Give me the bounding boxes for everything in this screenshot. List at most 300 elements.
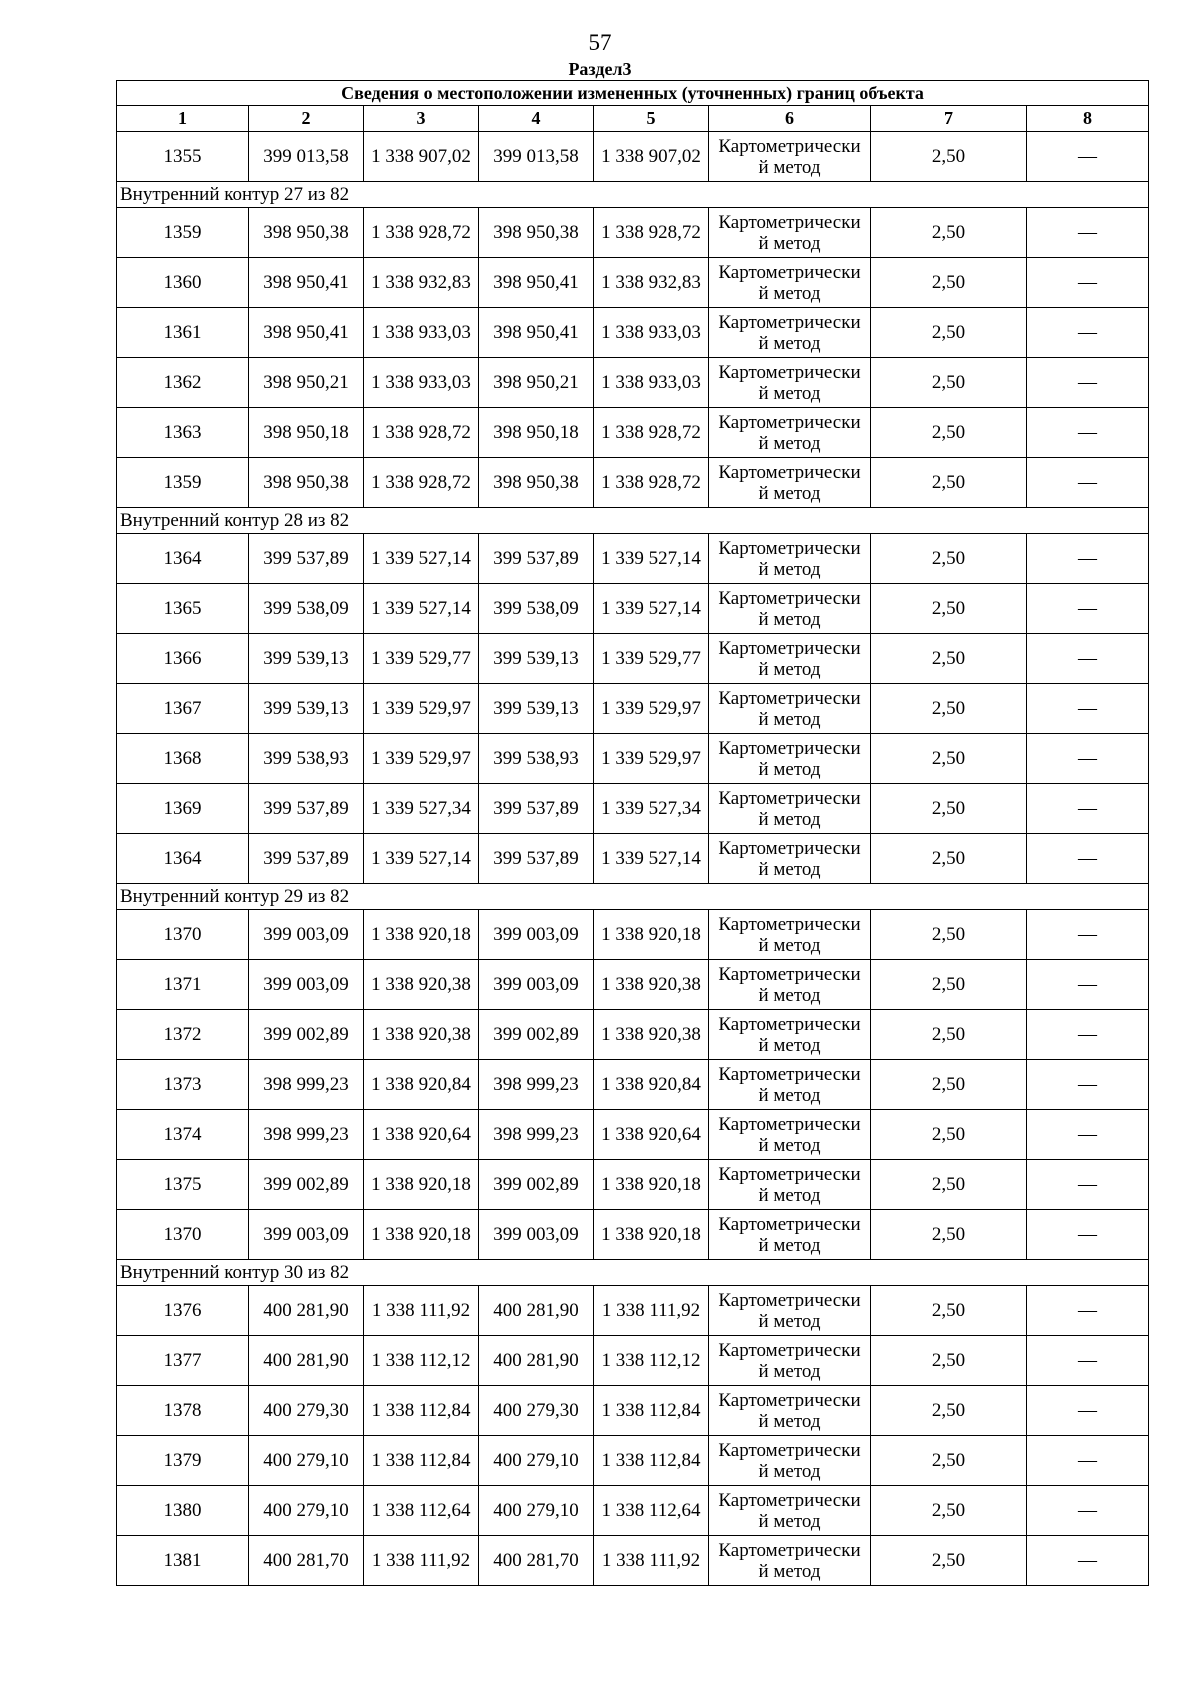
method-text-line1: Картометрически: [718, 737, 861, 759]
method-cell: [709, 1336, 871, 1386]
method-text-line2: й метод: [758, 708, 821, 730]
table-row: [117, 1286, 1149, 1336]
coord-x-new-cell: 399 002,89: [479, 1160, 594, 1210]
coord-y-new-cell: 1 339 527,14: [594, 534, 709, 584]
coord-y-old-cell: 1 338 920,84: [364, 1060, 479, 1110]
description-cell: —: [1027, 684, 1149, 734]
coord-x-old-cell: 398 950,21: [249, 358, 364, 408]
method-cell: [709, 684, 871, 734]
coord-y-old-cell: 1 339 529,77: [364, 634, 479, 684]
coord-x-old-cell: 399 003,09: [249, 1210, 364, 1260]
coord-x-new-cell: 398 950,41: [479, 308, 594, 358]
point-number-cell: 1370: [117, 1210, 249, 1260]
accuracy-cell: 2,50: [871, 1436, 1027, 1486]
point-number-cell: 1374: [117, 1110, 249, 1160]
point-number-cell: 1364: [117, 834, 249, 884]
coord-x-new-cell: 399 538,09: [479, 584, 594, 634]
table-row: [117, 1160, 1149, 1210]
coord-x-old-cell: 399 538,09: [249, 584, 364, 634]
table-row: [117, 258, 1149, 308]
table-row: [117, 308, 1149, 358]
accuracy-cell: 2,50: [871, 1110, 1027, 1160]
method-text-line2: й метод: [758, 1184, 821, 1206]
coord-x-old-cell: 398 950,38: [249, 208, 364, 258]
description-cell: —: [1027, 734, 1149, 784]
accuracy-cell: 2,50: [871, 1336, 1027, 1386]
description-cell: —: [1027, 584, 1149, 634]
coord-x-old-cell: 399 013,58: [249, 132, 364, 182]
method-cell: [709, 358, 871, 408]
coord-y-old-cell: 1 338 112,12: [364, 1336, 479, 1386]
method-text-line1: Картометрически: [718, 637, 861, 659]
method-cell: [709, 834, 871, 884]
method-text-line2: й метод: [758, 558, 821, 580]
method-cell: [709, 1486, 871, 1536]
contour-label: Внутренний контур 29 из 82: [117, 884, 1149, 910]
coord-x-old-cell: 400 279,10: [249, 1436, 364, 1486]
coord-y-new-cell: 1 339 527,14: [594, 584, 709, 634]
coord-x-new-cell: 398 950,18: [479, 408, 594, 458]
accuracy-cell: 2,50: [871, 910, 1027, 960]
column-header: 5: [594, 106, 709, 132]
coord-y-new-cell: 1 338 920,38: [594, 960, 709, 1010]
table-row: [117, 1060, 1149, 1110]
table-row: [117, 1110, 1149, 1160]
method-text-line1: Картометрически: [718, 1113, 861, 1135]
accuracy-cell: 2,50: [871, 734, 1027, 784]
accuracy-cell: 2,50: [871, 258, 1027, 308]
method-text-line2: й метод: [758, 658, 821, 680]
coord-y-new-cell: 1 339 527,14: [594, 834, 709, 884]
coord-x-new-cell: 399 538,93: [479, 734, 594, 784]
table-row: [117, 634, 1149, 684]
method-text-line2: й метод: [758, 808, 821, 830]
table-row: [117, 1536, 1149, 1586]
method-cell: [709, 258, 871, 308]
description-cell: —: [1027, 1386, 1149, 1436]
method-text-line2: й метод: [758, 934, 821, 956]
coord-x-new-cell: 399 003,09: [479, 960, 594, 1010]
accuracy-cell: 2,50: [871, 208, 1027, 258]
coord-x-new-cell: 398 950,21: [479, 358, 594, 408]
coord-y-old-cell: 1 339 527,14: [364, 584, 479, 634]
table-row: [117, 1010, 1149, 1060]
accuracy-cell: 2,50: [871, 408, 1027, 458]
method-text-line1: Картометрически: [718, 1539, 861, 1561]
coord-x-new-cell: 399 003,09: [479, 1210, 594, 1260]
description-cell: —: [1027, 784, 1149, 834]
coord-y-old-cell: 1 338 920,38: [364, 1010, 479, 1060]
coord-y-new-cell: 1 338 112,84: [594, 1436, 709, 1486]
table-row: [117, 584, 1149, 634]
coordinates-table: [116, 80, 1149, 1586]
point-number-cell: 1367: [117, 684, 249, 734]
coord-x-old-cell: 398 999,23: [249, 1110, 364, 1160]
point-number-cell: 1377: [117, 1336, 249, 1386]
coord-y-new-cell: 1 339 529,97: [594, 734, 709, 784]
coord-y-new-cell: 1 339 527,34: [594, 784, 709, 834]
method-cell: [709, 534, 871, 584]
method-text-line2: й метод: [758, 1360, 821, 1382]
point-number-cell: 1370: [117, 910, 249, 960]
coord-y-old-cell: 1 338 907,02: [364, 132, 479, 182]
description-cell: —: [1027, 1110, 1149, 1160]
method-text-line1: Картометрически: [718, 787, 861, 809]
method-text-line1: Картометрически: [718, 963, 861, 985]
method-cell: [709, 1060, 871, 1110]
coord-y-old-cell: 1 338 928,72: [364, 208, 479, 258]
table-row: [117, 784, 1149, 834]
description-cell: —: [1027, 1536, 1149, 1586]
accuracy-cell: 2,50: [871, 132, 1027, 182]
coord-y-new-cell: 1 338 111,92: [594, 1286, 709, 1336]
point-number-cell: 1379: [117, 1436, 249, 1486]
accuracy-cell: 2,50: [871, 1160, 1027, 1210]
coord-x-old-cell: 398 950,18: [249, 408, 364, 458]
accuracy-cell: 2,50: [871, 1060, 1027, 1110]
column-header: 1: [117, 106, 249, 132]
method-text-line2: й метод: [758, 156, 821, 178]
method-text-line1: Картометрически: [718, 1489, 861, 1511]
column-header: 2: [249, 106, 364, 132]
coord-y-new-cell: 1 339 529,97: [594, 684, 709, 734]
coord-y-old-cell: 1 339 527,34: [364, 784, 479, 834]
coord-x-new-cell: 398 950,41: [479, 258, 594, 308]
coord-y-old-cell: 1 338 928,72: [364, 458, 479, 508]
method-cell: [709, 1386, 871, 1436]
method-text-line2: й метод: [758, 1410, 821, 1432]
coord-x-new-cell: 400 279,10: [479, 1436, 594, 1486]
table-row: [117, 408, 1149, 458]
method-cell: [709, 1286, 871, 1336]
point-number-cell: 1363: [117, 408, 249, 458]
coord-y-new-cell: 1 339 529,77: [594, 634, 709, 684]
coord-x-old-cell: 399 537,89: [249, 834, 364, 884]
accuracy-cell: 2,50: [871, 1210, 1027, 1260]
coord-y-new-cell: 1 338 920,84: [594, 1060, 709, 1110]
method-cell: [709, 1436, 871, 1486]
table-row: [117, 208, 1149, 258]
accuracy-cell: 2,50: [871, 784, 1027, 834]
table-title: Сведения о местоположении измененных (уточненных) границ объекта: [117, 81, 1149, 106]
description-cell: —: [1027, 960, 1149, 1010]
coord-x-old-cell: 398 950,41: [249, 308, 364, 358]
page-number: 57: [588, 30, 612, 55]
accuracy-cell: 2,50: [871, 1286, 1027, 1336]
description-cell: —: [1027, 1210, 1149, 1260]
method-text-line2: й метод: [758, 1034, 821, 1056]
method-cell: [709, 584, 871, 634]
coord-y-old-cell: 1 338 928,72: [364, 408, 479, 458]
description-cell: —: [1027, 1160, 1149, 1210]
coord-y-new-cell: 1 338 928,72: [594, 408, 709, 458]
method-text-line2: й метод: [758, 282, 821, 304]
coord-x-old-cell: 399 002,89: [249, 1010, 364, 1060]
coord-y-new-cell: 1 338 920,64: [594, 1110, 709, 1160]
coord-x-new-cell: 398 950,38: [479, 458, 594, 508]
table-row: [117, 910, 1149, 960]
coord-x-old-cell: 398 950,41: [249, 258, 364, 308]
method-text-line1: Картометрически: [718, 135, 861, 157]
description-cell: —: [1027, 458, 1149, 508]
point-number-cell: 1375: [117, 1160, 249, 1210]
contour-label: Внутренний контур 30 из 82: [117, 1260, 1149, 1286]
method-text-line1: Картометрически: [718, 261, 861, 283]
table-row: [117, 734, 1149, 784]
method-cell: [709, 734, 871, 784]
table-row: [117, 1210, 1149, 1260]
coord-y-old-cell: 1 338 920,18: [364, 1160, 479, 1210]
point-number-cell: 1373: [117, 1060, 249, 1110]
accuracy-cell: 2,50: [871, 1486, 1027, 1536]
coord-x-old-cell: 399 003,09: [249, 910, 364, 960]
contour-header-row: [117, 182, 1149, 208]
method-text-line1: Картометрически: [718, 1213, 861, 1235]
description-cell: —: [1027, 308, 1149, 358]
coord-y-new-cell: 1 338 928,72: [594, 208, 709, 258]
point-number-cell: 1376: [117, 1286, 249, 1336]
coord-y-old-cell: 1 339 527,14: [364, 534, 479, 584]
description-cell: —: [1027, 634, 1149, 684]
coord-y-old-cell: 1 338 920,38: [364, 960, 479, 1010]
description-cell: —: [1027, 1010, 1149, 1060]
coord-y-old-cell: 1 339 529,97: [364, 684, 479, 734]
method-cell: [709, 960, 871, 1010]
point-number-cell: 1359: [117, 458, 249, 508]
coord-x-new-cell: 400 281,90: [479, 1336, 594, 1386]
coord-y-new-cell: 1 338 112,84: [594, 1386, 709, 1436]
method-cell: [709, 408, 871, 458]
coord-x-new-cell: 398 999,23: [479, 1060, 594, 1110]
point-number-cell: 1378: [117, 1386, 249, 1436]
point-number-cell: 1366: [117, 634, 249, 684]
method-text-line2: й метод: [758, 432, 821, 454]
coord-y-new-cell: 1 338 928,72: [594, 458, 709, 508]
table-row: [117, 1436, 1149, 1486]
method-text-line1: Картометрически: [718, 1013, 861, 1035]
coord-x-new-cell: 398 950,38: [479, 208, 594, 258]
method-text-line1: Картометрически: [718, 1389, 861, 1411]
contour-header-row: [117, 884, 1149, 910]
coord-x-old-cell: 400 279,30: [249, 1386, 364, 1436]
point-number-cell: 1355: [117, 132, 249, 182]
method-text-line2: й метод: [758, 758, 821, 780]
method-text-line2: й метод: [758, 232, 821, 254]
contour-label: Внутренний контур 27 из 82: [117, 182, 1149, 208]
coord-x-new-cell: 399 537,89: [479, 784, 594, 834]
description-cell: —: [1027, 910, 1149, 960]
method-text-line2: й метод: [758, 984, 821, 1006]
coord-y-old-cell: 1 338 112,64: [364, 1486, 479, 1536]
method-text-line1: Картометрически: [718, 411, 861, 433]
coord-x-new-cell: 400 281,70: [479, 1536, 594, 1586]
method-text-line1: Картометрически: [718, 1339, 861, 1361]
table-row: [117, 1486, 1149, 1536]
coord-x-old-cell: 400 281,70: [249, 1536, 364, 1586]
method-text-line1: Картометрически: [718, 837, 861, 859]
method-text-line2: й метод: [758, 1310, 821, 1332]
coord-y-new-cell: 1 338 907,02: [594, 132, 709, 182]
method-cell: [709, 308, 871, 358]
point-number-cell: 1360: [117, 258, 249, 308]
description-cell: —: [1027, 208, 1149, 258]
table-row: [117, 684, 1149, 734]
coord-x-new-cell: 400 279,30: [479, 1386, 594, 1436]
coord-y-old-cell: 1 338 920,18: [364, 910, 479, 960]
accuracy-cell: 2,50: [871, 584, 1027, 634]
coord-y-old-cell: 1 338 112,84: [364, 1386, 479, 1436]
column-header: 8: [1027, 106, 1149, 132]
point-number-cell: 1369: [117, 784, 249, 834]
coord-x-old-cell: 399 537,89: [249, 784, 364, 834]
method-cell: [709, 1010, 871, 1060]
coord-x-new-cell: 399 537,89: [479, 534, 594, 584]
method-text-line2: й метод: [758, 332, 821, 354]
description-cell: —: [1027, 1436, 1149, 1486]
coord-x-old-cell: 399 003,09: [249, 960, 364, 1010]
coord-y-old-cell: 1 338 111,92: [364, 1536, 479, 1586]
method-cell: [709, 910, 871, 960]
coord-y-new-cell: 1 338 112,64: [594, 1486, 709, 1536]
column-header: 4: [479, 106, 594, 132]
table-row: [117, 358, 1149, 408]
contour-label: Внутренний контур 28 из 82: [117, 508, 1149, 534]
method-text-line2: й метод: [758, 1134, 821, 1156]
coord-x-old-cell: 399 539,13: [249, 634, 364, 684]
point-number-cell: 1359: [117, 208, 249, 258]
coord-y-old-cell: 1 338 112,84: [364, 1436, 479, 1486]
description-cell: —: [1027, 358, 1149, 408]
coord-x-new-cell: 399 002,89: [479, 1010, 594, 1060]
method-text-line1: Картометрически: [718, 587, 861, 609]
contour-header-row: [117, 508, 1149, 534]
method-cell: [709, 784, 871, 834]
method-text-line2: й метод: [758, 608, 821, 630]
contour-header-row: [117, 1260, 1149, 1286]
description-cell: —: [1027, 534, 1149, 584]
point-number-cell: 1361: [117, 308, 249, 358]
method-text-line1: Картометрически: [718, 1163, 861, 1185]
coord-y-new-cell: 1 338 920,18: [594, 910, 709, 960]
accuracy-cell: 2,50: [871, 634, 1027, 684]
coord-y-new-cell: 1 338 932,83: [594, 258, 709, 308]
method-cell: [709, 1536, 871, 1586]
method-cell: [709, 132, 871, 182]
coord-y-new-cell: 1 338 933,03: [594, 308, 709, 358]
table-row: [117, 1336, 1149, 1386]
method-cell: [709, 1160, 871, 1210]
description-cell: —: [1027, 1060, 1149, 1110]
method-text-line2: й метод: [758, 1234, 821, 1256]
accuracy-cell: 2,50: [871, 834, 1027, 884]
column-header-row: [117, 106, 1149, 132]
table-row: [117, 834, 1149, 884]
method-text-line2: й метод: [758, 382, 821, 404]
method-cell: [709, 1210, 871, 1260]
description-cell: —: [1027, 132, 1149, 182]
coord-x-old-cell: 398 950,38: [249, 458, 364, 508]
coord-x-new-cell: 400 281,90: [479, 1286, 594, 1336]
accuracy-cell: 2,50: [871, 960, 1027, 1010]
coord-x-new-cell: 399 539,13: [479, 684, 594, 734]
coord-y-old-cell: 1 338 920,18: [364, 1210, 479, 1260]
coord-y-new-cell: 1 338 112,12: [594, 1336, 709, 1386]
accuracy-cell: 2,50: [871, 458, 1027, 508]
table-body: [117, 132, 1149, 1586]
point-number-cell: 1372: [117, 1010, 249, 1060]
description-cell: —: [1027, 408, 1149, 458]
method-text-line1: Картометрически: [718, 361, 861, 383]
accuracy-cell: 2,50: [871, 358, 1027, 408]
coord-x-old-cell: 399 539,13: [249, 684, 364, 734]
method-text-line2: й метод: [758, 858, 821, 880]
coord-x-old-cell: 400 281,90: [249, 1286, 364, 1336]
table-row: [117, 132, 1149, 182]
section-label: Раздел3: [568, 59, 632, 79]
method-text-line1: Картометрически: [718, 1439, 861, 1461]
coord-x-new-cell: 399 537,89: [479, 834, 594, 884]
method-cell: [709, 1110, 871, 1160]
coord-y-new-cell: 1 338 920,18: [594, 1210, 709, 1260]
method-text-line1: Картометрически: [718, 1063, 861, 1085]
description-cell: —: [1027, 1286, 1149, 1336]
point-number-cell: 1368: [117, 734, 249, 784]
point-number-cell: 1371: [117, 960, 249, 1010]
point-number-cell: 1364: [117, 534, 249, 584]
point-number-cell: 1365: [117, 584, 249, 634]
table-row: [117, 960, 1149, 1010]
accuracy-cell: 2,50: [871, 1386, 1027, 1436]
method-text-line1: Картометрически: [718, 461, 861, 483]
coord-x-old-cell: 400 279,10: [249, 1486, 364, 1536]
coord-y-new-cell: 1 338 933,03: [594, 358, 709, 408]
coord-y-old-cell: 1 338 933,03: [364, 358, 479, 408]
accuracy-cell: 2,50: [871, 684, 1027, 734]
point-number-cell: 1381: [117, 1536, 249, 1586]
method-text-line1: Картометрически: [718, 687, 861, 709]
method-text-line1: Картометрически: [718, 311, 861, 333]
accuracy-cell: 2,50: [871, 1536, 1027, 1586]
method-text-line1: Картометрически: [718, 211, 861, 233]
column-header: 6: [709, 106, 871, 132]
accuracy-cell: 2,50: [871, 1010, 1027, 1060]
table-row: [117, 458, 1149, 508]
coord-x-new-cell: 399 013,58: [479, 132, 594, 182]
method-text-line2: й метод: [758, 482, 821, 504]
method-text-line1: Картометрически: [718, 537, 861, 559]
table-row: [117, 534, 1149, 584]
coord-y-old-cell: 1 339 529,97: [364, 734, 479, 784]
column-header: 7: [871, 106, 1027, 132]
method-cell: [709, 208, 871, 258]
coord-x-new-cell: 400 279,10: [479, 1486, 594, 1536]
method-text-line2: й метод: [758, 1084, 821, 1106]
table-row: [117, 1386, 1149, 1436]
coord-y-old-cell: 1 338 111,92: [364, 1286, 479, 1336]
method-text-line2: й метод: [758, 1460, 821, 1482]
method-cell: [709, 458, 871, 508]
method-cell: [709, 634, 871, 684]
coord-y-old-cell: 1 339 527,14: [364, 834, 479, 884]
method-text-line1: Картометрически: [718, 913, 861, 935]
description-cell: —: [1027, 258, 1149, 308]
method-text-line2: й метод: [758, 1510, 821, 1532]
column-header: 3: [364, 106, 479, 132]
coord-x-new-cell: 399 003,09: [479, 910, 594, 960]
description-cell: —: [1027, 1336, 1149, 1386]
method-text-line1: Картометрически: [718, 1289, 861, 1311]
accuracy-cell: 2,50: [871, 534, 1027, 584]
